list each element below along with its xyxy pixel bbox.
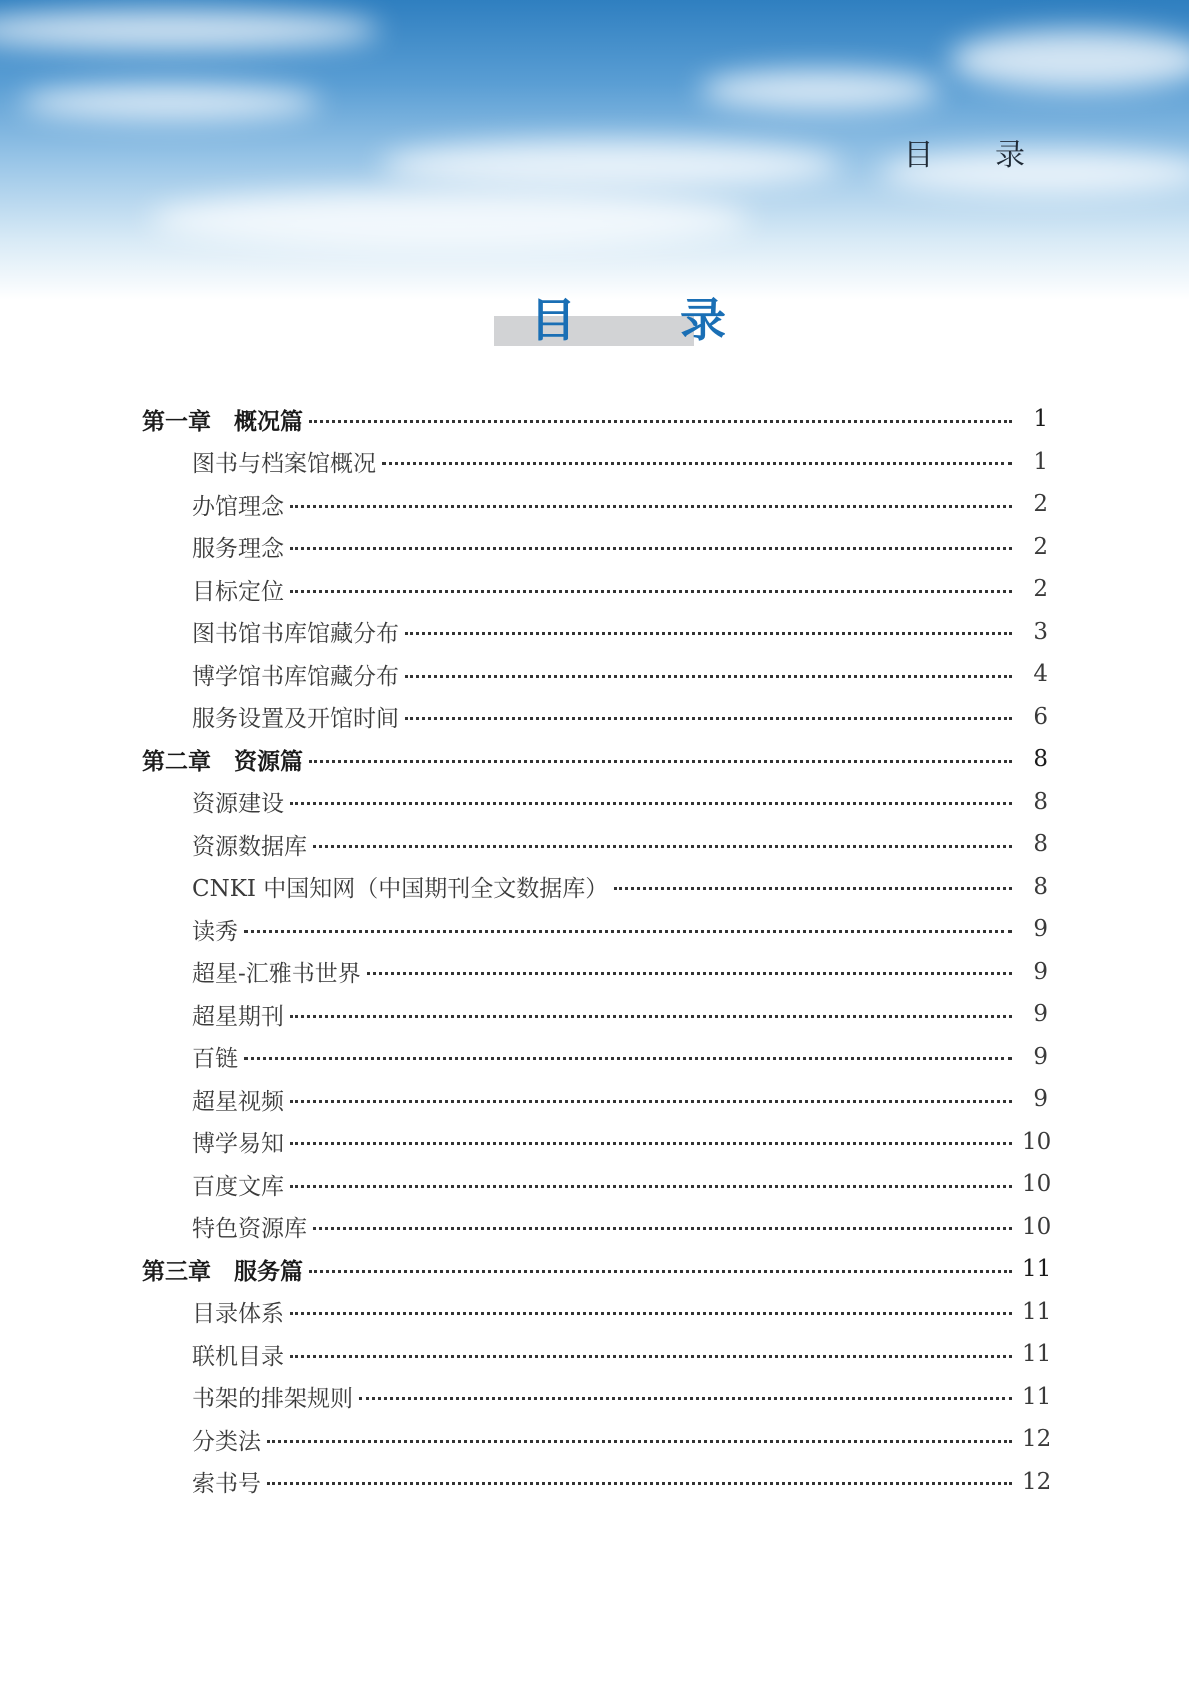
toc-section-row[interactable] (142, 866, 1048, 909)
toc-page-number: 2 (1033, 491, 1048, 518)
toc-chapter-row[interactable] (142, 398, 1048, 441)
toc-page-number: 6 (1033, 703, 1048, 730)
toc-section-row[interactable] (142, 1036, 1048, 1079)
toc-dot-leader (267, 1482, 1012, 1485)
toc-page-number: 8 (1033, 788, 1048, 815)
toc-dot-leader (244, 1057, 1012, 1060)
toc-chapter-row[interactable] (142, 738, 1048, 781)
toc-page-number: 4 (1033, 661, 1048, 688)
toc-page-number: 10 (1022, 1213, 1052, 1240)
toc-dot-leader (290, 1312, 1012, 1315)
toc-dot-leader (405, 675, 1012, 678)
toc-section-row[interactable] (142, 1163, 1052, 1206)
toc-entry-label: 目标定位 (192, 578, 284, 605)
toc-page-number: 9 (1033, 1086, 1048, 1113)
toc-page-number: 2 (1033, 576, 1048, 603)
table-of-contents (142, 398, 1052, 1503)
toc-dot-leader (313, 1227, 1012, 1230)
toc-page-number: 3 (1033, 618, 1048, 645)
toc-dot-leader (367, 972, 1012, 975)
toc-entry-label: 图书馆书库馆藏分布 (192, 621, 399, 648)
toc-entry-label: 书架的排架规则 (192, 1386, 353, 1413)
toc-entry-label: 资源建设 (192, 791, 284, 818)
toc-dot-leader (290, 1355, 1012, 1358)
toc-section-row[interactable] (142, 1333, 1052, 1376)
toc-section-row[interactable] (142, 823, 1048, 866)
toc-page-number: 9 (1033, 1043, 1048, 1070)
toc-entry-label: 索书号 (192, 1471, 261, 1498)
toc-dot-leader (309, 760, 1012, 763)
toc-section-row[interactable] (142, 568, 1048, 611)
toc-entry-label: 目录体系 (192, 1301, 284, 1328)
toc-section-row[interactable] (142, 1418, 1052, 1461)
toc-page-number: 8 (1033, 873, 1048, 900)
toc-page-number: 12 (1022, 1468, 1052, 1495)
toc-page-number: 10 (1022, 1171, 1052, 1198)
toc-entry-label: 超星期刊 (192, 1003, 284, 1030)
toc-dot-leader (290, 547, 1012, 550)
toc-section-row[interactable] (142, 483, 1048, 526)
toc-section-row[interactable] (142, 908, 1048, 951)
toc-section-row[interactable] (142, 526, 1048, 569)
toc-page-number: 8 (1033, 746, 1048, 773)
toc-entry-label: 博学易知 (192, 1131, 284, 1158)
toc-entry-label: 第一章 概况篇 (142, 407, 303, 435)
toc-dot-leader (309, 420, 1012, 423)
toc-dot-leader (359, 1397, 1012, 1400)
toc-dot-leader (290, 590, 1012, 593)
toc-entry-label: 资源数据库 (192, 833, 307, 860)
toc-section-row[interactable] (142, 1121, 1052, 1164)
toc-dot-leader (267, 1440, 1012, 1443)
toc-section-row[interactable] (142, 1078, 1048, 1121)
toc-page-number: 9 (1033, 958, 1048, 985)
toc-section-row[interactable] (142, 1461, 1052, 1504)
toc-dot-leader (290, 505, 1012, 508)
running-header: 目 录 (903, 138, 1051, 173)
toc-page-number: 11 (1022, 1341, 1052, 1368)
toc-section-row[interactable] (142, 781, 1048, 824)
toc-entry-label: 第三章 服务篇 (142, 1257, 303, 1285)
toc-entry-label: 办馆理念 (192, 493, 284, 520)
toc-entry-label: 超星-汇雅书世界 (192, 961, 361, 988)
toc-page-number: 11 (1022, 1298, 1052, 1325)
toc-page-number: 11 (1022, 1383, 1052, 1410)
toc-dot-leader (405, 717, 1012, 720)
toc-entry-label: 分类法 (192, 1428, 261, 1455)
toc-chapter-row[interactable] (142, 1248, 1052, 1291)
toc-section-row[interactable] (142, 696, 1048, 739)
toc-page-number: 8 (1033, 831, 1048, 858)
toc-entry-label: 服务理念 (192, 536, 284, 563)
toc-entry-label: 超星视频 (192, 1088, 284, 1115)
toc-dot-leader (313, 845, 1012, 848)
toc-page-number: 11 (1022, 1256, 1052, 1283)
toc-dot-leader (290, 1185, 1012, 1188)
toc-entry-label: 读秀 (192, 918, 238, 945)
page-title-block (494, 288, 771, 348)
toc-section-row[interactable] (142, 1376, 1052, 1419)
toc-page-number: 10 (1022, 1128, 1052, 1155)
toc-dot-leader (290, 1100, 1012, 1103)
toc-entry-label: 第二章 资源篇 (142, 747, 303, 775)
page-title: 目 录 (530, 293, 771, 347)
toc-page-number: 9 (1033, 1001, 1048, 1028)
toc-page-number: 1 (1033, 448, 1048, 475)
toc-page-number: 9 (1033, 916, 1048, 943)
toc-dot-leader (290, 1015, 1012, 1018)
toc-dot-leader (290, 1142, 1012, 1145)
toc-dot-leader (614, 887, 1012, 890)
toc-entry-label: 图书与档案馆概况 (192, 451, 376, 478)
toc-entry-label: 百链 (192, 1046, 238, 1073)
toc-section-row[interactable] (142, 611, 1048, 654)
toc-section-row[interactable] (142, 993, 1048, 1036)
toc-entry-label: 特色资源库 (192, 1216, 307, 1243)
toc-dot-leader (290, 802, 1012, 805)
toc-entry-label: 服务设置及开馆时间 (192, 706, 399, 733)
toc-dot-leader (309, 1270, 1012, 1273)
toc-dot-leader (405, 632, 1012, 635)
toc-section-row[interactable] (142, 1206, 1052, 1249)
toc-section-row[interactable] (142, 951, 1048, 994)
toc-entry-label: 联机目录 (192, 1343, 284, 1370)
toc-page-number: 12 (1022, 1426, 1052, 1453)
toc-section-row[interactable] (142, 653, 1048, 696)
toc-dot-leader (244, 930, 1012, 933)
toc-page-number: 1 (1033, 406, 1048, 433)
toc-entry-label: CNKI 中国知网（中国期刊全文数据库） (192, 876, 609, 903)
toc-dot-leader (382, 462, 1012, 465)
toc-section-row[interactable] (142, 1291, 1052, 1334)
toc-page-number: 2 (1033, 533, 1048, 560)
toc-entry-label: 博学馆书库馆藏分布 (192, 663, 399, 690)
toc-entry-label: 百度文库 (192, 1173, 284, 1200)
toc-section-row[interactable] (142, 441, 1048, 484)
